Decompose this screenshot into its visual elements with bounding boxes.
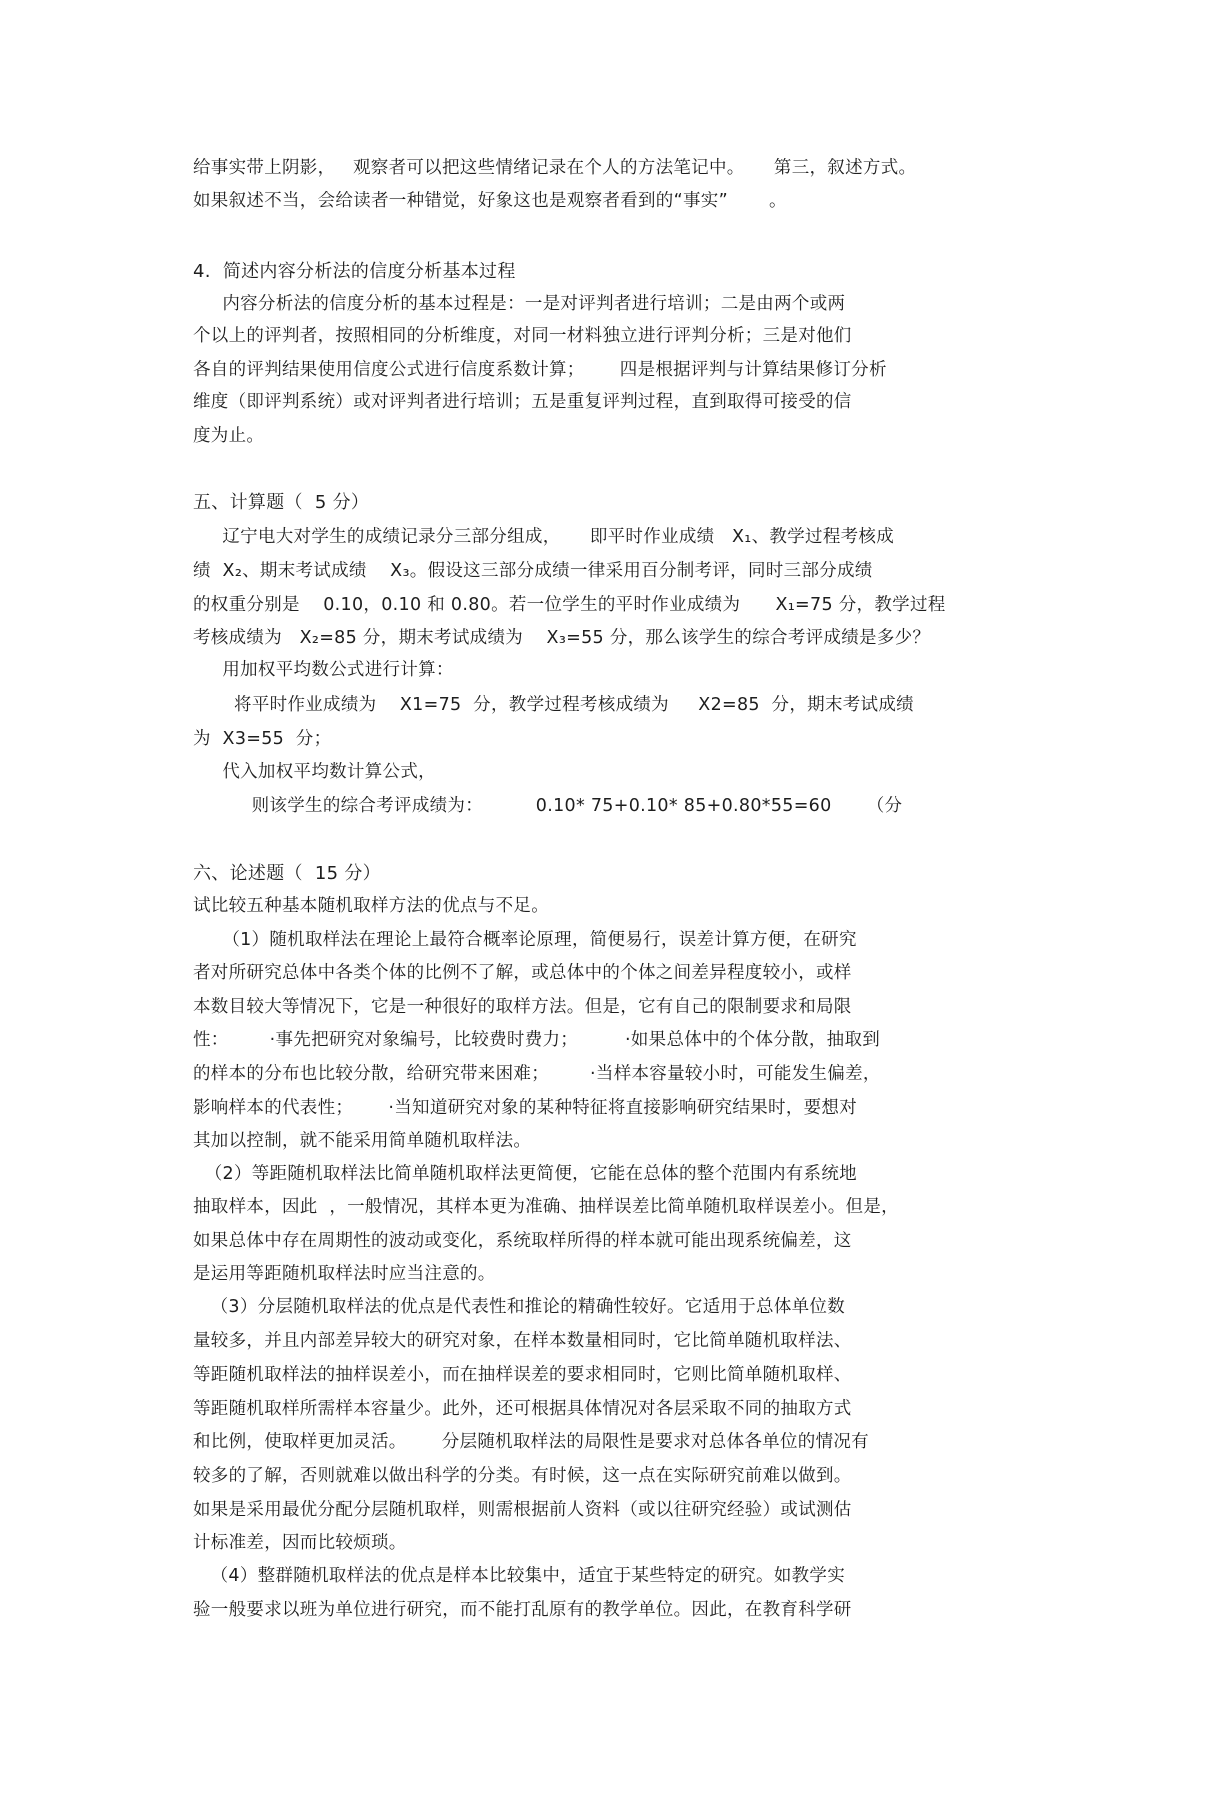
- text-line: （2）等距随机取样法比简单随机取样法更简便，它能在总体的整个范围内有系统地: [193, 1164, 857, 1184]
- text-line: 者对所研究总体中各类个体的比例不了解，或总体中的个体之间差异程度较小，或样: [193, 963, 852, 983]
- text-line: 如果叙述不当，会给读者一种错觉，好象这也是观察者看到的“事实” 。: [193, 191, 787, 211]
- text-line: （1）随机取样法在理论上最符合概率论原理，简便易行，误差计算方便，在研究: [193, 930, 857, 950]
- text-line: 其加以控制，就不能采用简单随机取样法。: [193, 1131, 532, 1151]
- text-line: （4）整群随机取样法的优点是样本比较集中，适宜于某些特定的研究。如教学实: [193, 1566, 846, 1586]
- text-line: （3）分层随机取样法的优点是代表性和推论的精确性较好。它适用于总体单位数: [193, 1297, 846, 1317]
- text-line: 用加权平均数公式进行计算：: [193, 660, 454, 680]
- text-line: 本数目较大等情况下，它是一种很好的取样方法。但是，它有自己的限制要求和局限: [193, 997, 852, 1017]
- text-line: 维度（即评判系统）或对评判者进行培训；五是重复评判过程，直到取得可接受的信: [193, 392, 852, 412]
- text-line: 考核成绩为 X₂=85 分，期末考试成绩为 X₃=55 分，那么该学生的综合考评成绩是多少？: [193, 628, 931, 648]
- text-line: 各自的评判结果使用信度公式进行信度系数计算； 四是根据评判与计算结果修订分析: [193, 360, 887, 380]
- text-line: 如果总体中存在周期性的波动或变化，系统取样所得的样本就可能出现系统偏差，这: [193, 1231, 852, 1251]
- text-line: 的权重分别是 0.10，0.10 和 0.80。若一位学生的平时作业成绩为 X₁=75 分，教学过程: [193, 595, 946, 615]
- text-line: 是运用等距随机取样法时应当注意的。: [193, 1264, 496, 1284]
- text-line: 如果是采用最优分配分层随机取样，则需根据前人资料（或以往研究经验）或试测估: [193, 1500, 852, 1520]
- section-heading: 六、论述题（ 15 分）: [193, 863, 381, 884]
- text-line: 给事实带上阴影， 观察者可以把这些情绪记录在个人的方法笔记中。 第三，叙述方式。: [193, 158, 917, 178]
- text-line: 的样本的分布也比较分散，给研究带来困难； ·当样本容量较小时，可能发生偏差，: [193, 1064, 881, 1084]
- text-line: 等距随机取样法的抽样误差小，而在抽样误差的要求相同时，它则比简单随机取样、: [193, 1365, 852, 1385]
- text-line: 计标准差，因而比较烦琐。: [193, 1533, 407, 1553]
- text-line: 度为止。: [193, 426, 265, 446]
- text-line: 和比例，使取样更加灵活。 分层随机取样法的局限性是要求对总体各单位的情况有: [193, 1432, 869, 1452]
- text-line: 较多的了解，否则就难以做出科学的分类。有时候，这一点在实际研究前难以做到。: [193, 1466, 852, 1486]
- text-line: 将平时作业成绩为 X1=75 分，教学过程考核成绩为 X2=85 分，期末考试成绩: [193, 695, 914, 715]
- text-line: 验一般要求以班为单位进行研究，而不能打乱原有的教学单位。因此，在教育科学研: [193, 1600, 852, 1620]
- text-line: 试比较五种基本随机取样方法的优点与不足。: [193, 896, 549, 916]
- text-line: 为 X3=55 分；: [193, 729, 332, 749]
- text-line: 抽取样本，因此 ，一般情况，其样本更为准确、抽样误差比简单随机取样误差小。但是，: [193, 1197, 899, 1217]
- text-line: 影响样本的代表性； ·当知道研究对象的某种特征将直接影响研究结果时，要想对: [193, 1098, 858, 1118]
- text-line: 则该学生的综合考评成绩为： 0.10* 75+0.10* 85+0.80*55=60 （分: [193, 796, 903, 816]
- text-line: 等距随机取样所需样本容量少。此外，还可根据具体情况对各层采取不同的抽取方式: [193, 1399, 852, 1419]
- text-line: 个以上的评判者，按照相同的分析维度，对同一材料独立进行评判分析；三是对他们: [193, 326, 852, 346]
- text-line: 辽宁电大对学生的成绩记录分三部分组成， 即平时作业成绩 X₁、教学过程考核成: [193, 527, 895, 547]
- text-line: 性： ·事先把研究对象编号，比较费时费力； ·如果总体中的个体分散，抽取到: [193, 1030, 881, 1050]
- text-line: 绩 X₂、期末考试成绩 X₃。假设这三部分成绩一律采用百分制考评，同时三部分成绩: [193, 561, 873, 581]
- text-line: 量较多，并且内部差异较大的研究对象，在样本数量相同时，它比简单随机取样法、: [193, 1331, 852, 1351]
- section-heading: 4. 简述内容分析法的信度分析基本过程: [193, 261, 516, 282]
- section-heading: 五、计算题（ 5 分）: [193, 492, 370, 513]
- text-line: 内容分析法的信度分析的基本过程是：一是对评判者进行培训；二是由两个或两: [193, 294, 846, 314]
- text-line: 代入加权平均数计算公式，: [193, 762, 436, 782]
